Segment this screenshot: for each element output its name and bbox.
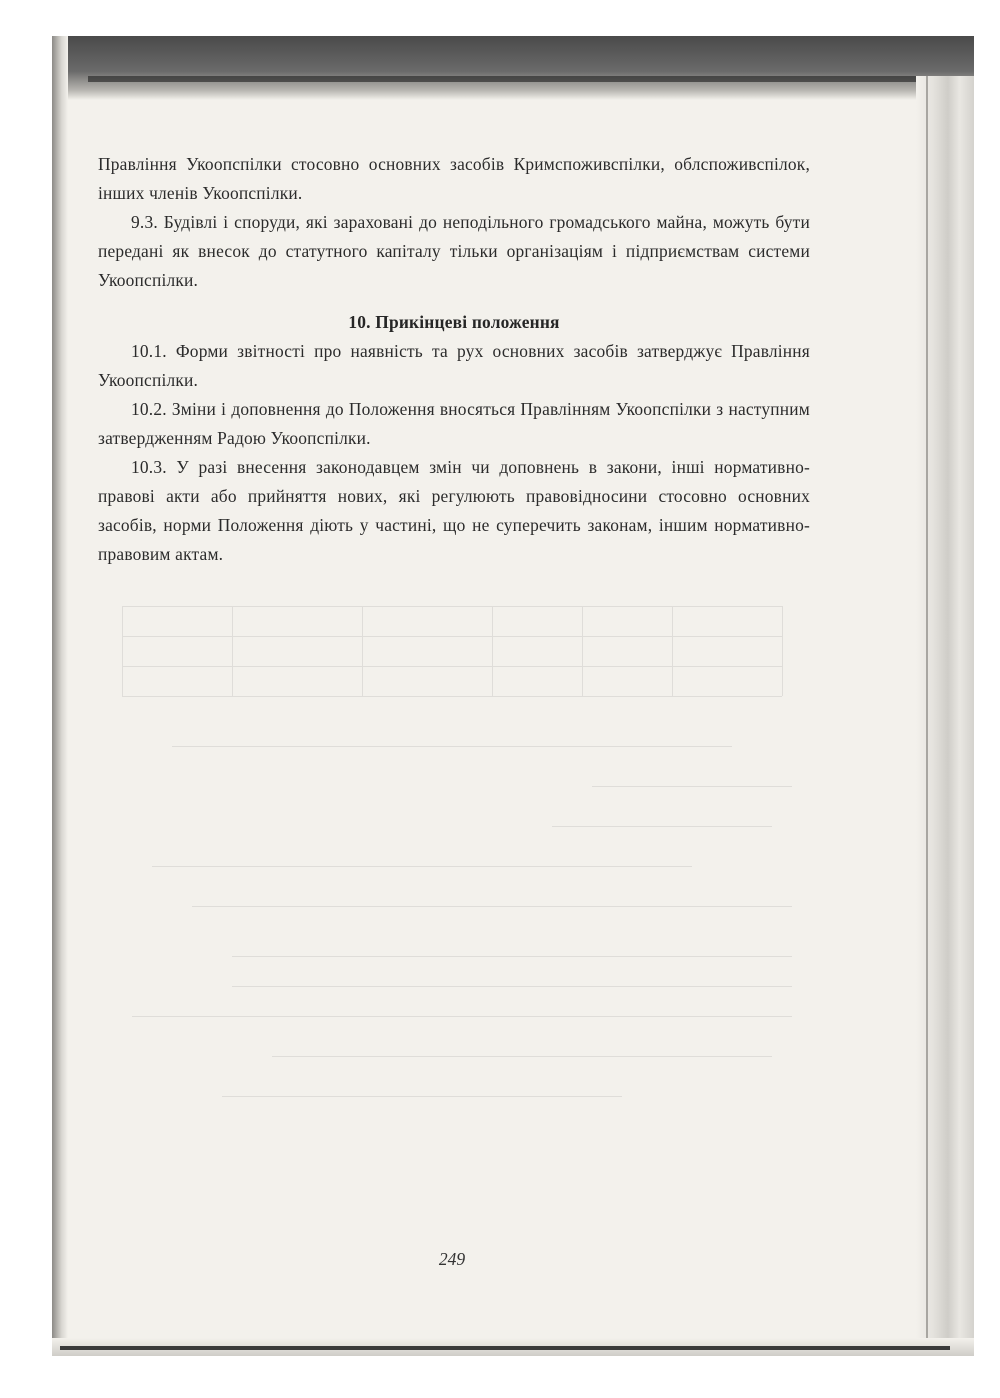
paragraph-9-3: 9.3. Будівлі і споруди, які зараховані до неподільного громадського майна, можуть бути передані як внесок до статутного капіталу тільки організаціям і підприємствам системи Укоопспілки. [98, 212, 810, 290]
bottom-edge-line [60, 1346, 950, 1350]
right-edge-line [926, 76, 928, 1346]
section-heading: 10. Прикінцеві положення [348, 312, 560, 332]
right-page-stack [916, 76, 974, 1356]
paragraph-10-2: 10.2. Зміни і доповнення до Положення вносяться Правлінням Укоопспілки з наступним затвердженням Радою Укоопспілки. [98, 399, 810, 448]
paragraph-10-3: 10.3. У разі внесення законодавцем змін чи доповнень в закони, інші нормативно-правові акти або прийняття нових, які регулюють правовідносини стосовно основних засобів, норми Положення діють у частині, що не суперечить законам, іншим нормативно-правовим актам. [98, 457, 810, 564]
book-page [52, 36, 974, 1356]
paragraph-continuation: Правління Укоопспілки стосовно основних засобів Кримспоживспілки, облспоживспілок, інших членів Укоопспілки. [98, 154, 810, 203]
top-edge-line [88, 76, 968, 82]
left-edge-shadow [52, 36, 68, 1356]
reverse-side-bleed-through [112, 576, 812, 1136]
body-text [98, 150, 810, 569]
page-number: 249 [438, 1249, 466, 1269]
top-binding-shadow [52, 36, 974, 100]
paragraph-10-1: 10.1. Форми звітності про наявність та рух основних засобів затверджує Правління Укоопспілки. [98, 341, 810, 390]
